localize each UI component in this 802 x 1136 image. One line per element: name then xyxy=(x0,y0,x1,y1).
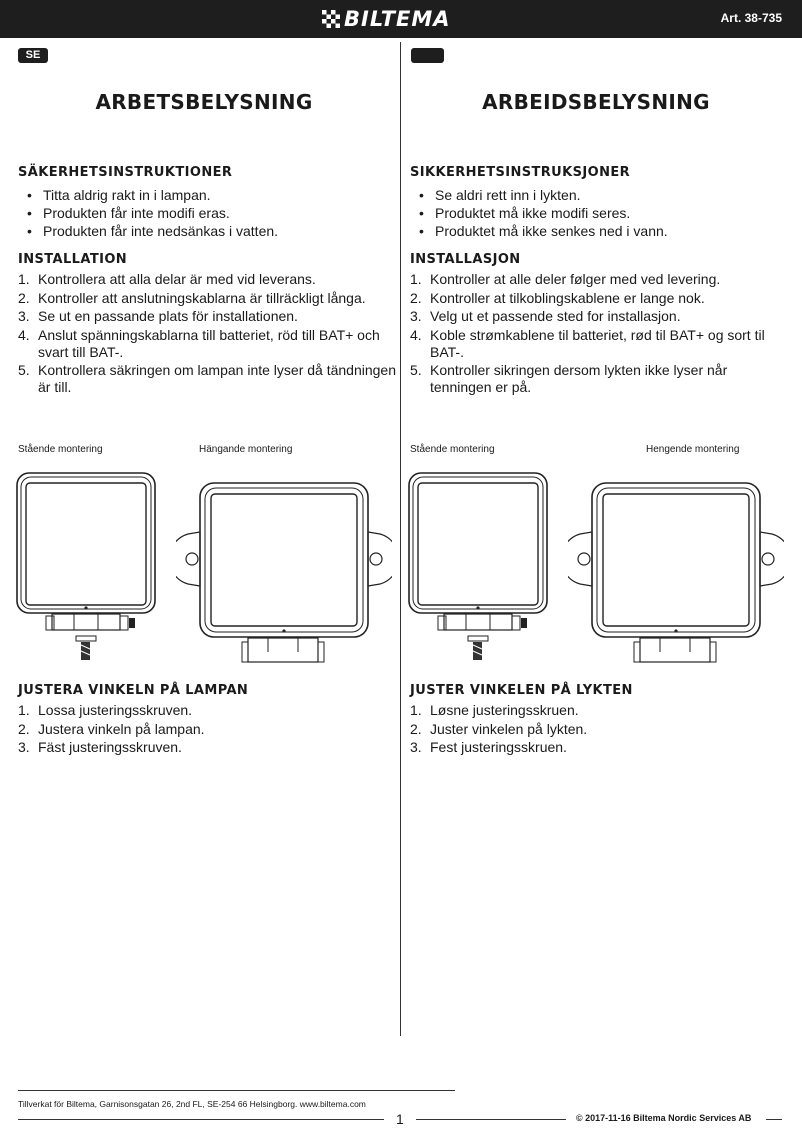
brand-name: BILTEMA xyxy=(344,7,451,31)
list-item: 2. Kontroller at tilkoblingskablene er lange nok. xyxy=(410,289,705,306)
list-item: • Produktet må ikke modifi seres. xyxy=(410,204,668,222)
footer-rule-middle xyxy=(416,1119,566,1120)
safety-list-se xyxy=(18,186,278,240)
page-number: 1 xyxy=(396,1111,404,1127)
mount-standing-label-se: Stående montering xyxy=(18,444,103,455)
list-item: 3. Fest justeringsskruen. xyxy=(410,739,567,755)
hanging-lamp-diagram xyxy=(176,482,392,666)
list-item: 1. Lossa justeringsskruven. xyxy=(18,702,193,718)
hanging-lamp-diagram xyxy=(568,482,784,666)
list-item: • Produktet må ikke senkes ned i vann. xyxy=(410,222,668,240)
angle-heading-se: JUSTERA VINKELN PÅ LAMPAN xyxy=(18,683,249,698)
list-item: • Produkten får inte nedsänkas i vatten. xyxy=(18,222,278,240)
install-heading-se: INSTALLATION xyxy=(18,252,128,267)
biltema-logo xyxy=(322,7,451,31)
checkered-flag-icon xyxy=(322,10,340,28)
list-item: 4. Anslut spänningskablarna till batteriet, röd till BAT+ och svart till BAT-. xyxy=(18,326,380,360)
mount-standing-label-no: Stående montering xyxy=(410,444,495,455)
list-item: 1. Kontrollera att alla delar är med vid leverans. xyxy=(18,271,316,287)
mount-hanging-label-no: Hengende montering xyxy=(646,444,740,455)
footer-rule-left xyxy=(18,1119,384,1120)
list-item: 2. Kontroller att anslutningskablarna är tillräckligt långa. xyxy=(18,289,366,306)
list-item: 3. Se ut en passande plats för installationen. xyxy=(18,308,298,324)
page-title-no: ARBEIDSBELYSNING xyxy=(482,90,710,114)
page-title-se: ARBETSBELYSNING xyxy=(95,90,313,114)
list-item: 5. Kontroller sikringen dersom lykten ikke lyser når tenningen er på. xyxy=(410,362,728,395)
list-item: 3. Fäst justeringsskruven. xyxy=(18,739,182,755)
column-divider xyxy=(400,42,401,1036)
list-item: 1. Kontroller at alle deler følger med ved levering. xyxy=(410,271,721,287)
safety-heading-se: SÄKERHETSINSTRUKTIONER xyxy=(18,165,233,180)
header-bar xyxy=(0,0,802,38)
angle-heading-no: JUSTER VINKELEN PÅ LYKTEN xyxy=(410,683,633,698)
list-item: 2. Justera vinkeln på lampan. xyxy=(18,720,205,737)
footer-rule-right xyxy=(766,1119,782,1120)
list-item: 1. Løsne justeringsskruen. xyxy=(410,702,579,718)
list-item: • Titta aldrig rakt in i lampan. xyxy=(18,186,278,204)
list-item: 5. Kontrollera säkringen om lampan inte lyser då tändningen är till. xyxy=(18,362,396,395)
footer-address: Tillverkat för Biltema, Garnisonsgatan 26, 2nd FL, SE-254 66 Helsingborg. www.biltema.com xyxy=(18,1099,366,1109)
list-item: • Produkten får inte modifi eras. xyxy=(18,204,278,222)
list-item: 2. Juster vinkelen på lykten. xyxy=(410,720,588,737)
install-steps-no xyxy=(410,271,790,398)
safety-list-no xyxy=(410,186,668,240)
list-item: 3. Velg ut et passende sted for installasjon. xyxy=(410,308,681,324)
standing-lamp-diagram xyxy=(16,472,158,664)
article-number: Art. 38-735 xyxy=(720,11,782,25)
standing-lamp-diagram xyxy=(408,472,550,664)
angle-steps-se xyxy=(18,702,398,758)
angle-steps-no xyxy=(410,702,790,758)
list-item: • Se aldri rett inn i lykten. xyxy=(410,186,668,204)
safety-heading-no: SIKKERHETSINSTRUKSJONER xyxy=(410,165,631,180)
list-item: 4. Koble strømkablene til batteriet, rød til BAT+ og sort til BAT-. xyxy=(410,326,765,360)
copyright: © 2017-11-16 Biltema Nordic Services AB xyxy=(576,1113,752,1123)
mount-hanging-label-se: Hängande montering xyxy=(199,444,293,455)
install-steps-se xyxy=(18,271,398,398)
footer-address-rule xyxy=(18,1090,455,1091)
lang-badge-se: SE xyxy=(18,48,48,63)
install-heading-no: INSTALLASJON xyxy=(410,252,521,267)
lang-badge-no xyxy=(411,48,444,63)
